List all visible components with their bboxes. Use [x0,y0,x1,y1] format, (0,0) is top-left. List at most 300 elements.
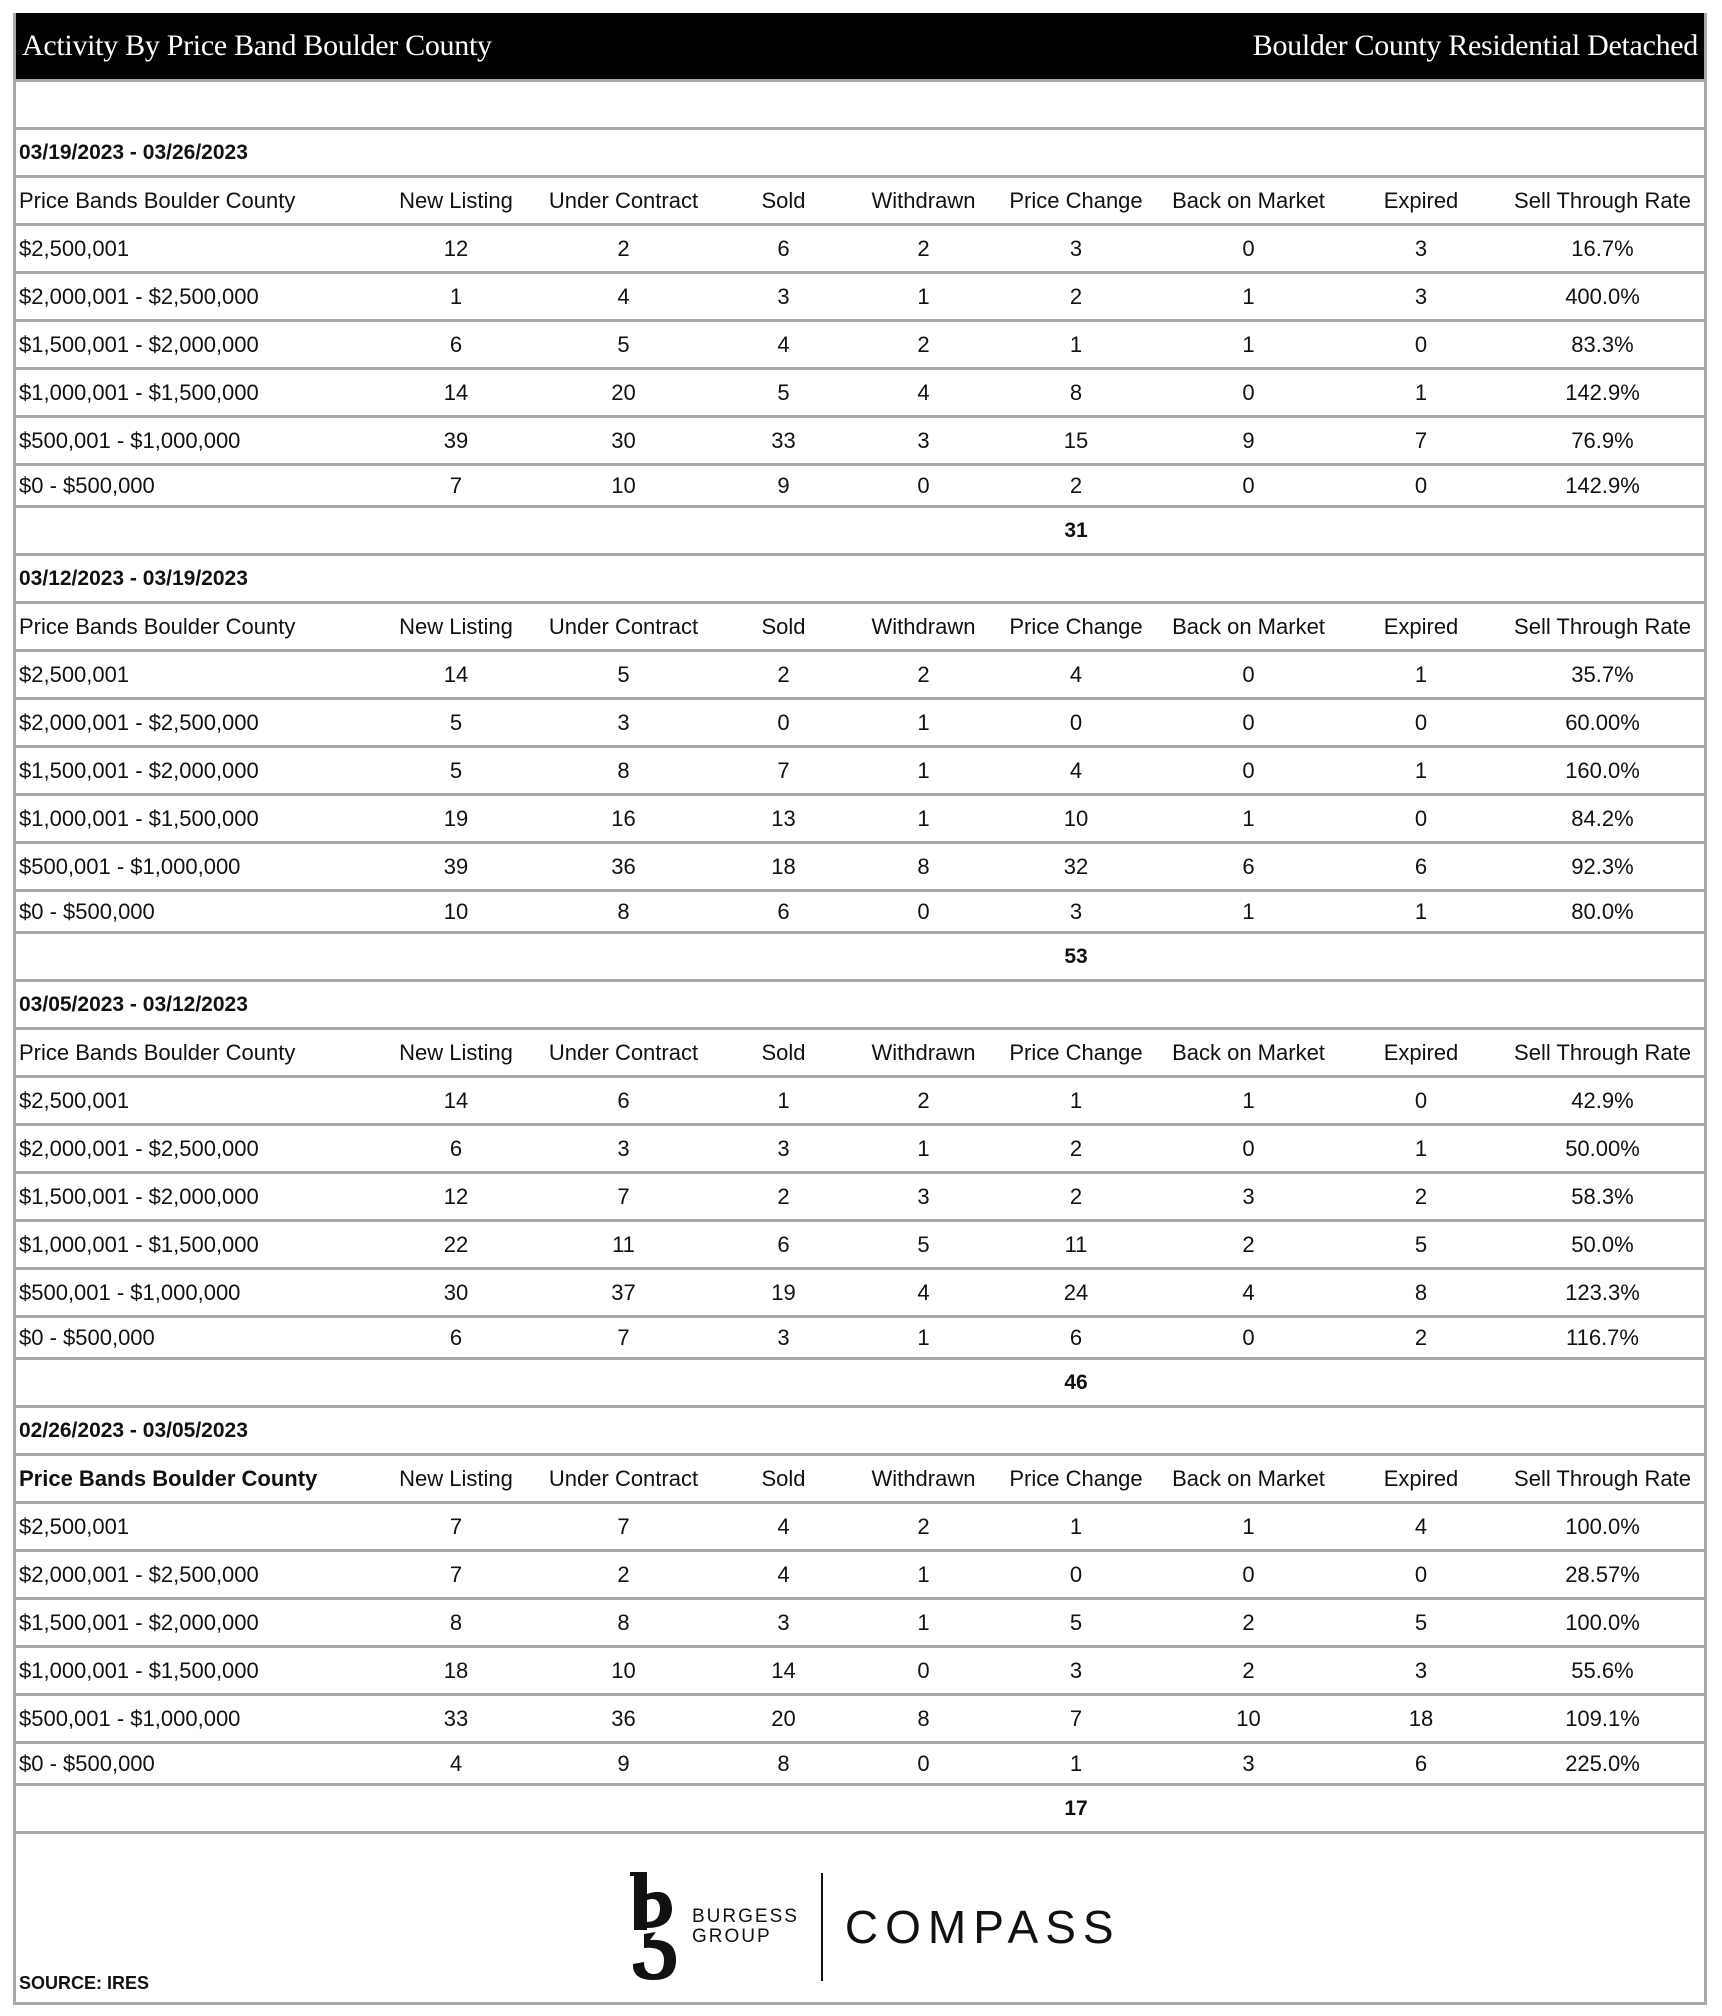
value-cell: 2 [1242,1231,1255,1257]
column-header-row [16,1027,1704,1075]
table-row [16,1549,1704,1597]
column-header: New Listing [399,613,513,639]
value-cell: 2 [777,661,790,687]
total-row [16,1783,1704,1831]
column-header: Under Contract [548,187,699,213]
value-cell: 60.00% [1565,709,1640,735]
value-cell: 3 [777,283,790,309]
value-cell: 5 [917,1231,930,1257]
burgess-label: BURGESS [692,1906,799,1927]
date-range-row [16,553,1704,601]
total-row [16,505,1704,553]
value-cell: 50.00% [1565,1135,1640,1161]
compass-logo: COMPASS [844,1901,1121,1953]
value-cell: 5 [1414,1231,1428,1257]
price-change-total: 46 [1064,1370,1088,1394]
value-cell: 33 [771,427,796,453]
column-header: Expired [1383,187,1459,213]
value-cell: 0 [1069,1561,1083,1587]
value-cell: 11 [1064,1231,1088,1257]
value-cell: 109.1% [1565,1705,1640,1731]
value-cell: 0 [1414,1087,1428,1113]
column-header: Sell Through Rate [1514,1039,1691,1065]
value-cell: 3 [1069,235,1083,261]
value-cell: 3 [1069,898,1083,924]
table-row [16,1219,1704,1267]
column-header: Sell Through Rate [1514,1465,1691,1491]
logo-divider [821,1873,823,1981]
value-cell: 6 [777,235,790,261]
table-row [16,1741,1704,1783]
value-cell: 1 [917,709,930,735]
week-block [16,127,1704,553]
value-cell: 36 [611,1705,636,1731]
value-cell: 6 [617,1087,630,1113]
value-cell: 35.7% [1571,661,1634,687]
value-cell: 1 [917,1324,930,1350]
value-cell: 4 [777,331,790,357]
column-header: Withdrawn [871,1465,976,1491]
value-cell: 8 [1069,379,1083,405]
value-cell: 3 [917,1183,930,1209]
value-cell: 6 [1414,1750,1428,1776]
value-cell: 2 [917,1513,930,1539]
value-cell: 0 [1242,661,1255,687]
value-cell: 18 [443,1657,469,1683]
value-cell: 33 [443,1705,469,1731]
column-header: Price Change [1009,187,1143,213]
value-cell: 7 [617,1513,630,1539]
value-cell: 58.3% [1571,1183,1634,1209]
date-range-label: 02/26/2023 - 03/05/2023 [19,1418,248,1442]
column-header: Price Change [1009,613,1143,639]
value-cell: 83.3% [1571,331,1634,357]
column-header: Withdrawn [871,613,976,639]
column-header: Expired [1383,613,1459,639]
table-row [16,367,1704,415]
value-cell: 18 [1408,1705,1434,1731]
value-cell: 3 [1069,1657,1083,1683]
value-cell: 0 [1242,235,1255,261]
price-band-cell: $1,500,001 - $2,000,000 [19,757,259,783]
value-cell: 2 [1414,1183,1428,1209]
date-range-label: 03/19/2023 - 03/26/2023 [19,140,248,164]
value-cell: 7 [1414,427,1428,453]
spacer-row [16,79,1704,127]
value-cell: 4 [777,1561,790,1587]
value-cell: 8 [777,1750,790,1776]
report-sheet [13,13,1707,2005]
value-cell: 19 [443,805,469,831]
price-band-cell: $1,000,001 - $1,500,000 [19,805,259,831]
value-cell: 2 [917,1087,930,1113]
value-cell: 80.0% [1571,898,1634,924]
table-row [16,1645,1704,1693]
value-cell: 142.9% [1565,472,1640,498]
value-cell: 3 [1414,283,1428,309]
week-block [16,979,1704,1405]
value-cell: 3 [1414,1657,1428,1683]
column-header: Price Bands Boulder County [19,1039,296,1065]
value-cell: 7 [617,1183,630,1209]
value-cell: 1 [917,805,930,831]
value-cell: 160.0% [1565,757,1640,783]
value-cell: 10 [443,898,469,924]
value-cell: 15 [1063,427,1089,453]
value-cell: 8 [917,853,930,879]
value-cell: 28.57% [1565,1561,1640,1587]
value-cell: 3 [777,1609,790,1635]
value-cell: 7 [617,1324,630,1350]
value-cell: 0 [1242,1561,1255,1587]
value-cell: 1 [1414,379,1428,405]
value-cell: 5 [617,661,630,687]
price-band-cell: $1,500,001 - $2,000,000 [19,1609,259,1635]
value-cell: 3 [917,427,930,453]
column-header: Sold [761,613,806,639]
total-row [16,931,1704,979]
value-cell: 1 [1069,1087,1083,1113]
table-row [16,793,1704,841]
value-cell: 0 [1414,472,1428,498]
value-cell: 30 [443,1279,469,1305]
value-cell: 1 [1414,757,1428,783]
burgess-group-wordmark [692,1907,799,1947]
price-band-cell: $2,000,001 - $2,500,000 [19,709,259,735]
value-cell: 4 [1069,757,1083,783]
table-row [16,1171,1704,1219]
column-header: Sell Through Rate [1514,187,1691,213]
column-header: Price Bands Boulder County [19,1465,318,1491]
value-cell: 0 [1414,709,1428,735]
column-header: Sold [761,1039,806,1065]
column-header: Sold [761,1465,806,1491]
value-cell: 16 [611,805,636,831]
value-cell: 3 [777,1324,790,1350]
value-cell: 6 [777,898,790,924]
value-cell: 92.3% [1571,853,1634,879]
value-cell: 100.0% [1565,1513,1640,1539]
value-cell: 7 [449,1561,463,1587]
value-cell: 0 [1414,1561,1428,1587]
column-header: Expired [1383,1465,1459,1491]
table-row [16,1315,1704,1357]
table-row [16,271,1704,319]
value-cell: 4 [449,1750,463,1776]
column-header: New Listing [399,187,513,213]
table-row [16,319,1704,367]
value-cell: 4 [1069,661,1083,687]
value-cell: 0 [777,709,790,735]
value-cell: 14 [443,1087,469,1113]
value-cell: 24 [1063,1279,1089,1305]
value-cell: 5 [1069,1609,1083,1635]
price-band-cell: $500,001 - $1,000,000 [19,853,241,879]
table-row [16,745,1704,793]
value-cell: 6 [1414,853,1428,879]
value-cell: 8 [449,1609,463,1635]
price-band-cell: $500,001 - $1,000,000 [19,1705,241,1731]
date-range-row [16,979,1704,1027]
column-header: New Listing [399,1465,513,1491]
value-cell: 8 [617,757,630,783]
column-header-row [16,175,1704,223]
value-cell: 0 [1242,472,1255,498]
value-cell: 6 [1242,853,1255,879]
price-band-cell: $500,001 - $1,000,000 [19,427,241,453]
group-label: GROUP [692,1926,772,1947]
title-bar [16,13,1704,79]
value-cell: 4 [777,1513,790,1539]
table-row [16,463,1704,505]
value-cell: 0 [1069,709,1083,735]
price-band-tables [16,127,1704,1831]
table-row [16,649,1704,697]
value-cell: 42.9% [1571,1087,1634,1113]
value-cell: 7 [449,1513,463,1539]
value-cell: 5 [449,757,463,783]
price-band-cell: $0 - $500,000 [19,1324,155,1350]
date-range-label: 03/05/2023 - 03/12/2023 [19,992,248,1016]
value-cell: 7 [449,472,463,498]
value-cell: 3 [1414,235,1428,261]
value-cell: 1 [917,757,930,783]
value-cell: 22 [443,1231,469,1257]
value-cell: 8 [1414,1279,1428,1305]
value-cell: 1 [917,283,930,309]
value-cell: 142.9% [1565,379,1640,405]
value-cell: 2 [1069,1135,1083,1161]
value-cell: 1 [1242,805,1255,831]
column-header: Back on Market [1172,1039,1325,1065]
value-cell: 6 [449,331,463,357]
value-cell: 2 [1069,283,1083,309]
value-cell: 1 [1242,898,1255,924]
value-cell: 3 [1242,1750,1255,1776]
value-cell: 2 [1242,1657,1255,1683]
value-cell: 7 [777,757,790,783]
value-cell: 9 [617,1750,630,1776]
table-row [16,697,1704,745]
value-cell: 6 [1069,1324,1083,1350]
price-band-cell: $2,000,001 - $2,500,000 [19,1135,259,1161]
value-cell: 11 [612,1231,635,1257]
value-cell: 2 [1414,1324,1428,1350]
week-block [16,1405,1704,1831]
table-row [16,1597,1704,1645]
value-cell: 100.0% [1565,1609,1640,1635]
value-cell: 13 [771,805,796,831]
column-header: New Listing [399,1039,513,1065]
value-cell: 14 [771,1657,796,1683]
week-block [16,553,1704,979]
value-cell: 4 [1414,1513,1428,1539]
table-row [16,889,1704,931]
source-note: SOURCE: IRES [19,1973,150,1993]
price-band-cell: $0 - $500,000 [19,898,155,924]
value-cell: 1 [1242,331,1255,357]
value-cell: 6 [449,1135,463,1161]
value-cell: 9 [1242,427,1255,453]
value-cell: 55.6% [1571,1657,1634,1683]
value-cell: 3 [777,1135,790,1161]
value-cell: 2 [1069,472,1083,498]
value-cell: 0 [917,898,930,924]
price-change-total: 17 [1064,1796,1088,1820]
value-cell: 2 [617,1561,630,1587]
column-header: Withdrawn [871,187,976,213]
value-cell: 10 [1063,805,1089,831]
table-row [16,1693,1704,1741]
price-band-cell: $2,500,001 [19,1513,130,1539]
price-band-cell: $1,000,001 - $1,500,000 [19,1231,259,1257]
price-band-cell: $2,500,001 [19,661,130,687]
value-cell: 2 [617,235,630,261]
table-row [16,223,1704,271]
price-band-cell: $1,000,001 - $1,500,000 [19,379,259,405]
value-cell: 20 [611,379,636,405]
value-cell: 4 [917,1279,930,1305]
value-cell: 0 [1242,757,1255,783]
value-cell: 7 [1069,1705,1083,1731]
value-cell: 1 [1069,331,1083,357]
value-cell: 32 [1063,853,1089,879]
value-cell: 123.3% [1565,1279,1640,1305]
column-header: Back on Market [1172,1465,1325,1491]
value-cell: 1 [1242,283,1255,309]
value-cell: 0 [917,1657,930,1683]
column-header: Under Contract [548,1039,699,1065]
price-band-cell: $1,500,001 - $2,000,000 [19,331,259,357]
table-row [16,1075,1704,1123]
table-row [16,841,1704,889]
column-header: Price Bands Boulder County [19,187,296,213]
value-cell: 6 [777,1231,790,1257]
value-cell: 1 [1414,898,1428,924]
price-change-total: 53 [1064,944,1088,968]
value-cell: 16.7% [1571,235,1634,261]
column-header-row [16,1453,1704,1501]
total-row [16,1357,1704,1405]
value-cell: 14 [443,379,469,405]
value-cell: 3 [617,709,630,735]
value-cell: 2 [917,331,930,357]
date-range-row [16,1405,1704,1453]
value-cell: 0 [1242,709,1255,735]
value-cell: 0 [917,472,930,498]
column-header: Back on Market [1172,187,1325,213]
column-header: Under Contract [548,1465,699,1491]
value-cell: 39 [443,853,469,879]
value-cell: 6 [449,1324,463,1350]
value-cell: 10 [1236,1705,1261,1731]
column-header: Under Contract [548,613,699,639]
column-header: Price Bands Boulder County [19,613,296,639]
value-cell: 30 [611,427,636,453]
column-header: Sold [761,187,806,213]
value-cell: 1 [777,1087,790,1113]
table-row [16,1501,1704,1549]
price-band-cell: $1,500,001 - $2,000,000 [19,1183,259,1209]
value-cell: 0 [1242,379,1255,405]
value-cell: 2 [1069,1183,1083,1209]
value-cell: 5 [1414,1609,1428,1635]
price-band-cell: $2,000,001 - $2,500,000 [19,283,259,309]
value-cell: 39 [443,427,469,453]
value-cell: 18 [771,853,796,879]
value-cell: 10 [611,472,636,498]
column-header: Withdrawn [871,1039,976,1065]
report-title: Activity By Price Band Boulder County [22,29,492,62]
value-cell: 5 [777,379,790,405]
value-cell: 12 [443,1183,469,1209]
value-cell: 9 [777,472,790,498]
column-header: Expired [1383,1039,1459,1065]
price-band-cell: $500,001 - $1,000,000 [19,1279,241,1305]
value-cell: 1 [1069,1513,1083,1539]
value-cell: 1 [1069,1750,1083,1776]
table-row [16,415,1704,463]
value-cell: 5 [449,709,463,735]
price-band-cell: $1,000,001 - $1,500,000 [19,1657,259,1683]
column-header: Back on Market [1172,613,1325,639]
column-header: Price Change [1009,1465,1143,1491]
value-cell: 4 [617,283,630,309]
value-cell: 1 [1414,661,1428,687]
value-cell: 1 [917,1135,930,1161]
column-header: Sell Through Rate [1514,613,1691,639]
value-cell: 36 [611,853,636,879]
date-range-label: 03/12/2023 - 03/19/2023 [19,566,248,590]
price-band-cell: $0 - $500,000 [19,472,155,498]
value-cell: 2 [777,1183,790,1209]
table-row [16,1123,1704,1171]
value-cell: 12 [443,235,469,261]
value-cell: 4 [917,379,930,405]
value-cell: 8 [617,898,630,924]
table-row [16,1267,1704,1315]
brand-logos [630,1872,1121,1982]
value-cell: 1 [1242,1513,1255,1539]
value-cell: 20 [771,1705,796,1731]
date-range-row [16,127,1704,175]
value-cell: 84.2% [1571,805,1634,831]
value-cell: 0 [1414,805,1428,831]
value-cell: 1 [1414,1135,1428,1161]
value-cell: 1 [917,1561,930,1587]
value-cell: 1 [449,283,463,309]
value-cell: 0 [1242,1324,1255,1350]
report-subtitle: Boulder County Residential Detached [1252,29,1698,62]
value-cell: 14 [443,661,469,687]
footer [16,1831,1704,2002]
value-cell: 76.9% [1571,427,1634,453]
value-cell: 400.0% [1565,283,1640,309]
value-cell: 19 [771,1279,796,1305]
value-cell: 0 [917,1750,930,1776]
value-cell: 10 [611,1657,636,1683]
value-cell: 2 [1242,1609,1255,1635]
value-cell: 3 [617,1135,630,1161]
value-cell: 1 [1242,1087,1255,1113]
value-cell: 2 [917,661,930,687]
value-cell: 1 [917,1609,930,1635]
price-change-total: 31 [1064,518,1088,542]
value-cell: 116.7% [1566,1324,1639,1350]
value-cell: 8 [917,1705,930,1731]
burgess-group-logo-icon [630,1872,682,1982]
value-cell: 37 [611,1279,636,1305]
